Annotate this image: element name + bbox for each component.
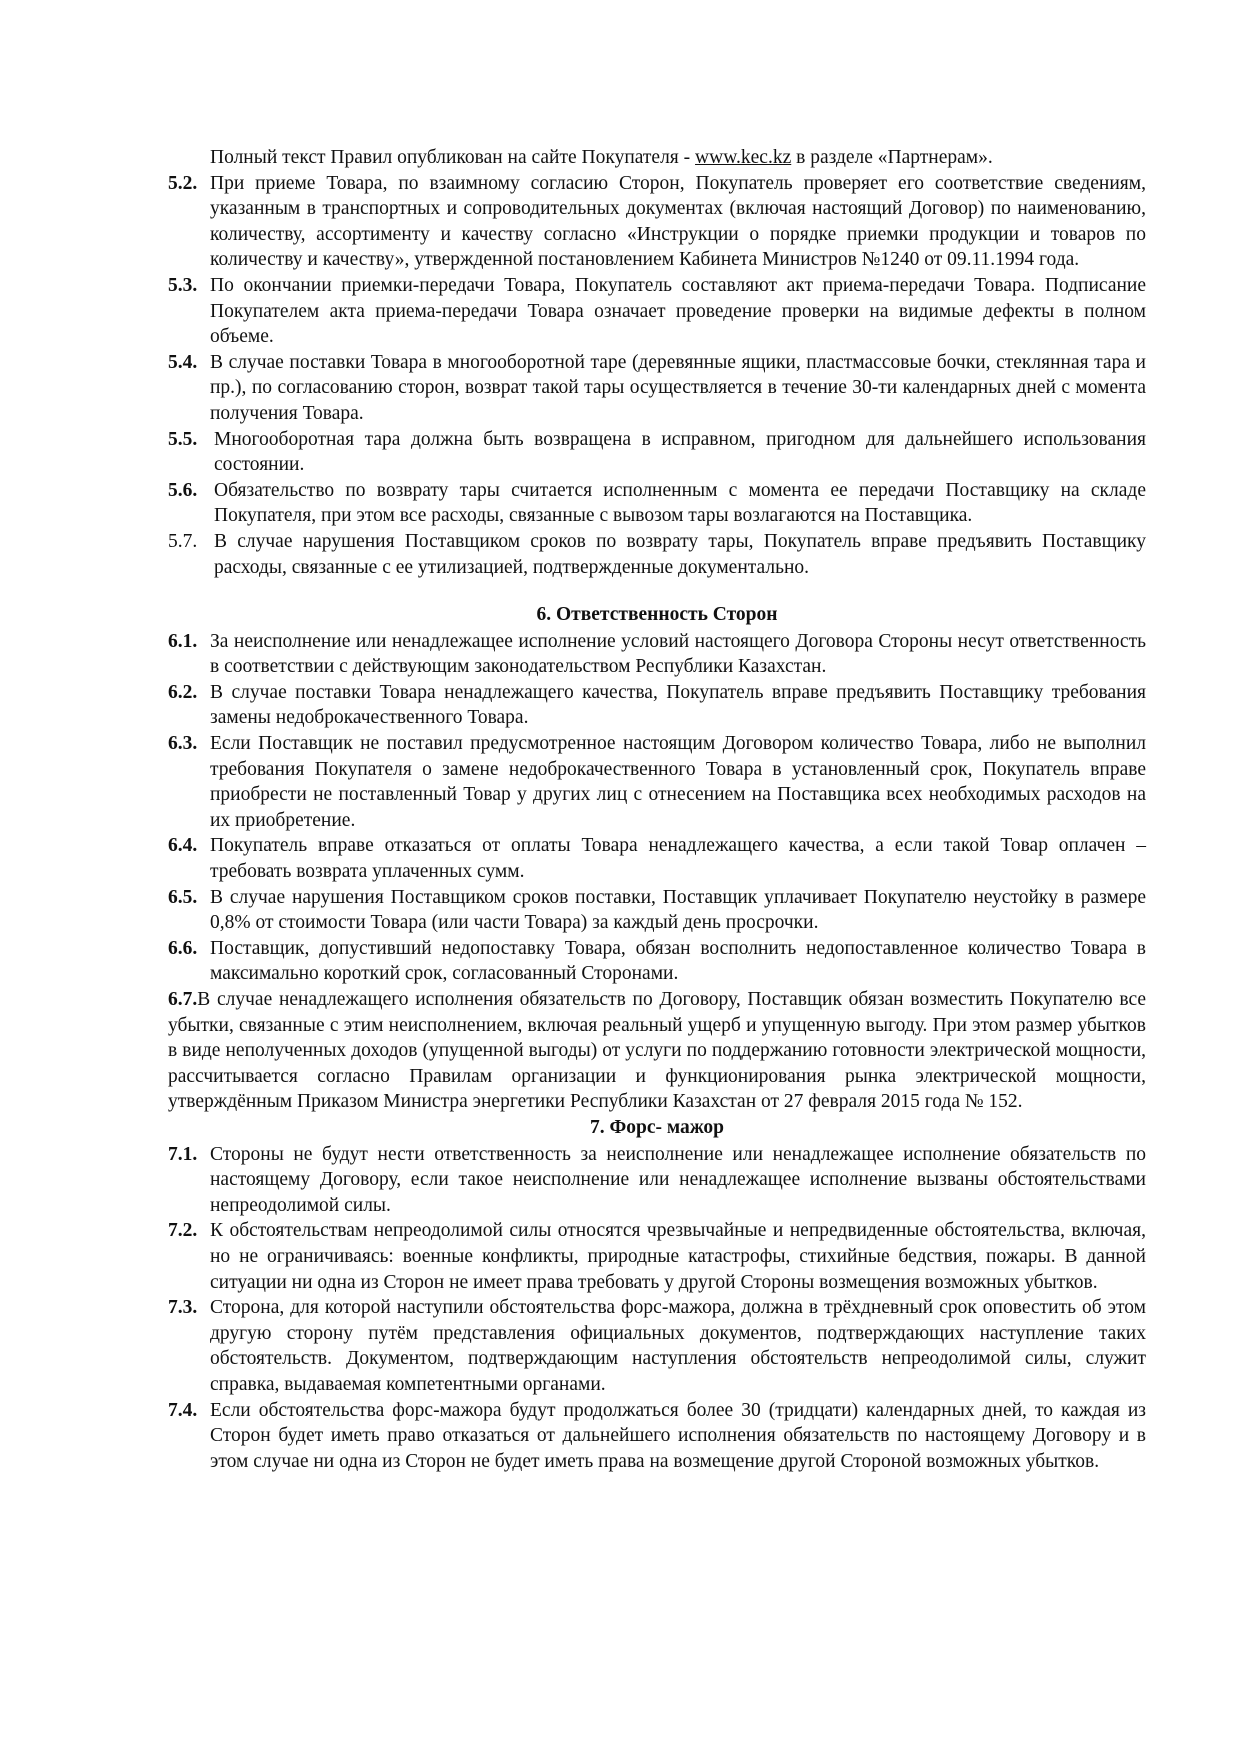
- clause-5-3: [168, 273, 1146, 350]
- clause-text: За неисполнение или ненадлежащее исполнение условий настоящего Договора Стороны несут ответственность в соответствии с действующим законодательством Республики Казахстан.: [210, 630, 1146, 678]
- clause-text: Если Поставщик не поставил предусмотренное настоящим Договором количество Товара, либо не выполнил требования Покупателя о замене недоброкачественного Товара в установленный срок, Покупатель вправе приобрести не поставленный Товар у других лиц с отнесением на Поставщика всех необходимых расходов на их приобретение.: [210, 733, 1146, 831]
- clause-text: В случае ненадлежащего исполнения обязательств по Договору, Поставщик обязан возместить Покупателю все убытки, связанные с этим неисполнением, включая реальный ущерб и упущенную выгоду. При этом размер убытков в виде неполученных доходов (упущенной выгоды) от услуги по поддержанию готовности электрической мощности, рассчитывается согласно Правилам организации и функционирования рынка электрической мощности, утверждённым Приказом Министра энергетики Республики Казахстан от 27 февраля 2015 года № 152.: [168, 989, 1146, 1113]
- clause-text: По окончании приемки-передачи Товара, Покупатель составляют акт приема-передачи Товара. Подписание Покупателем акта приема-передачи Товара означает проведение проверки на видимые дефекты в полном объеме.: [210, 274, 1146, 348]
- clause-text: Обязательство по возврату тары считается исполненным с момента ее передачи Поставщику на складе Покупателя, при этом все расходы, связанные с вывозом тары возлагаются на Поставщика.: [214, 479, 1146, 527]
- clause-text: При приеме Товара, по взаимному согласию Сторон, Покупатель проверяет его соответствие сведениям, указанным в транспортных и сопроводительных документах (включая настоящий Договор) по наименованию, количеству, ассортименту и качеству согласно «Инструкции о порядке приемки продукции и товаров по количеству и качеству», утвержденной постановлением Кабинета Министров №1240 от 09.11.1994 года.: [210, 172, 1146, 271]
- clause-number: 5.7.: [168, 530, 198, 552]
- clause-7-2: [168, 1218, 1146, 1295]
- clause-5-2: [168, 171, 1146, 273]
- document-body: [168, 145, 1146, 1474]
- clause-number: 7.1.: [168, 1143, 198, 1165]
- clause-number: 7.4.: [168, 1399, 198, 1421]
- clause-text: В случае поставки Товара в многооборотной таре (деревянные ящики, пластмассовые бочки, стеклянная тара и пр.), по согласованию сторон, возврат такой тары осуществляется в течение 30-ти календарных дней с момента получения Товара.: [210, 351, 1146, 424]
- website-link[interactable]: www.kec.kz: [695, 147, 792, 168]
- clause-5-5: [168, 427, 1146, 478]
- clause-5-7: [168, 529, 1146, 580]
- clause-number: 7.2.: [168, 1220, 198, 1242]
- clause-6-5: [168, 885, 1146, 936]
- clause-number: 5.5.: [168, 428, 198, 450]
- clause-7-3: [168, 1295, 1146, 1397]
- clause-number: 6.1.: [168, 630, 198, 652]
- clause-7-1: [168, 1142, 1146, 1219]
- clause-text: К обстоятельствам непреодолимой силы относятся чрезвычайные и непредвиденные обстоятельства, включая, но не ограничиваясь: военные конфликты, природные катастрофы, стихийные бедствия, пожары. В данной ситуации ни одна из Сторон не имеет права требовать у другой Стороны возмещения возможных убытков.: [210, 1220, 1146, 1293]
- clause-text: Многооборотная тара должна быть возвращена в исправном, пригодном для дальнейшего использования состоянии.: [214, 428, 1146, 476]
- clause-text: В случае нарушения Поставщиком сроков поставки, Поставщик уплачивает Покупателю неустойку в размере 0,8% от стоимости Товара (или части Товара) за каждый день просрочки.: [210, 886, 1146, 934]
- clause-5-6: [168, 478, 1146, 529]
- clause-text: Стороны не будут нести ответственность за неисполнение или ненадлежащее исполнение обязательств по настоящему Договору, если такое неисполнение или ненадлежащее исполнение вызваны обстоятельствами непреодолимой силы.: [210, 1143, 1146, 1216]
- clause-text: В случае поставки Товара ненадлежащего качества, Покупатель вправе предъявить Поставщику требования замены недоброкачественного Товара.: [210, 681, 1146, 729]
- clause-number: 6.2.: [168, 681, 198, 703]
- clause-text: Если обстоятельства форс-мажора будут продолжаться более 30 (тридцати) календарных дней, то каждая из Сторон будет иметь право отказаться от дальнейшего исполнения обязательств по настоящему Договору и в этом случае ни одна из Сторон не будет иметь права на возмещение другой Стороной возможных убытков.: [210, 1399, 1146, 1472]
- clause-7-4: [168, 1398, 1146, 1475]
- intro-text-after: в разделе «Партнерам».: [791, 147, 993, 168]
- clause-number: 6.5.: [168, 886, 198, 908]
- clause-6-6: [168, 936, 1146, 987]
- clause-text: Покупатель вправе отказаться от оплаты Товара ненадлежащего качества, а если такой Товар оплачен – требовать возврата уплаченных сумм.: [210, 835, 1146, 883]
- clause-6-3: [168, 731, 1146, 833]
- clause-text: Поставщик, допустивший недопоставку Товара, обязан восполнить недопоставленное количество Товара в максимально короткий срок, согласованный Сторонами.: [210, 937, 1146, 985]
- clause-number: 5.3.: [168, 274, 198, 296]
- intro-paragraph: [168, 145, 1146, 171]
- clause-number: 5.6.: [168, 479, 198, 501]
- clause-number: 6.3.: [168, 733, 198, 755]
- section-heading-6: 6. Ответственность Сторон: [536, 604, 778, 626]
- clause-6-4: [168, 833, 1146, 884]
- clause-number: 6.7.: [168, 989, 198, 1010]
- clause-6-2: [168, 680, 1146, 731]
- clause-number: 5.4.: [168, 351, 198, 373]
- section-heading-7: 7. Форс- мажор: [589, 1116, 724, 1138]
- clause-number: 6.6.: [168, 937, 198, 959]
- clause-6-7: [168, 987, 1146, 1115]
- clause-number: 7.3.: [168, 1297, 198, 1319]
- clause-text: Сторона, для которой наступили обстоятельства форс-мажора, должна в трёхдневный срок оповестить об этом другую сторону путём представления официальных документов, подтверждающих наступление таких обстоятельств. Документом, подтверждающим наступления обстоятельств непреодолимой силы, служит справка, выдаваемая компетентными органами.: [210, 1297, 1146, 1395]
- clause-5-4: [168, 350, 1146, 427]
- clause-number: 5.2.: [168, 172, 198, 194]
- clause-6-1: [168, 629, 1146, 680]
- clause-text: В случае нарушения Поставщиком сроков по возврату тары, Покупатель вправе предъявить Поставщику расходы, связанные с ее утилизацией, подтвержденные документально.: [214, 530, 1146, 578]
- clause-number: 6.4.: [168, 835, 198, 857]
- intro-text-before: Полный текст Правил опубликован на сайте Покупателя -: [210, 147, 696, 168]
